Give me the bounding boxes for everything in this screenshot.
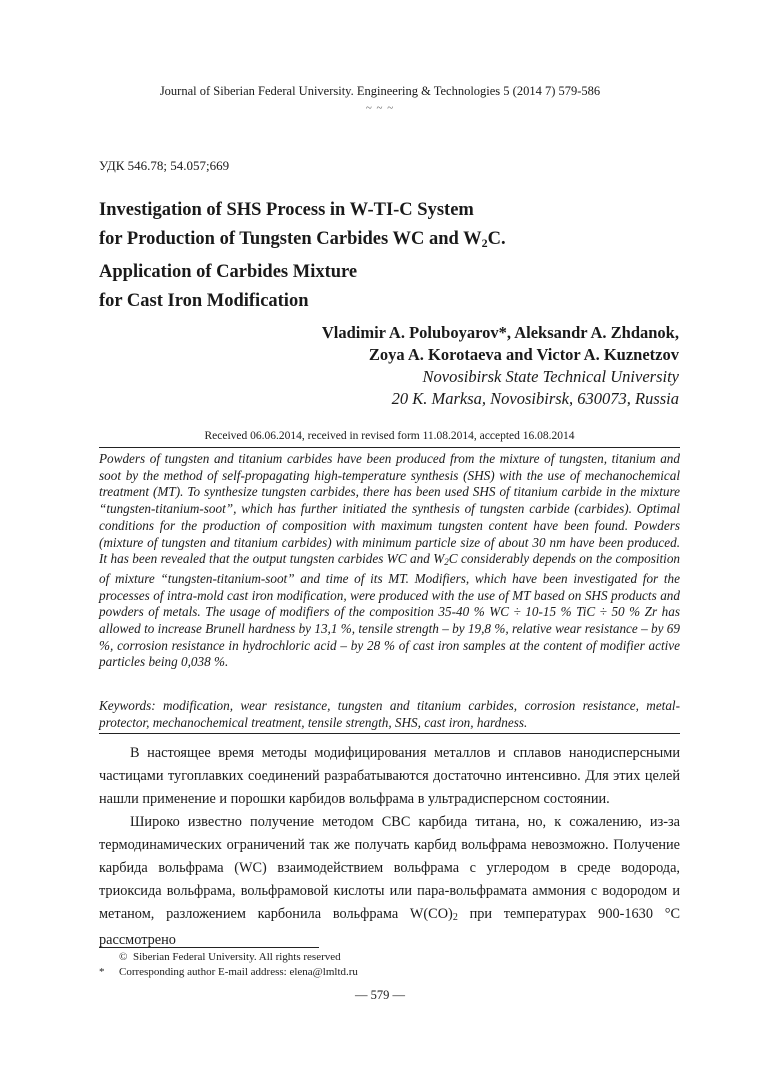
paper-title: [99, 196, 699, 316]
title-line-4: for Cast Iron Modification: [99, 291, 309, 311]
footnote-author: [99, 965, 680, 980]
address: 20 K. Marksa, Novosibirsk, 630073, Russia: [391, 389, 679, 408]
title-line-2-main: for Production of Tungsten Carbides WC and W: [99, 229, 482, 249]
page-number: — 579 —: [355, 988, 405, 1002]
abstract-bottom-rule: [99, 733, 680, 734]
journal-header: Journal of Siberian Federal University. Engineering & Technologies 5 (2014 7) 579-586: [159, 84, 601, 98]
body-paragraph-2-text: Широко известно получение методом СВС карбида титана, но, к сожалению, из-за термодинамических ограничений так же получать карбид вольфрама невозможно. Получение карбида вольфрама (WC) взаимодействием вольфрама с углеродом в среде водорода, триоксида вольфрама, вольфрамовой кислоты или пара-вольфрамата аммония с водородом и метаном, разложением карбонила вольфрама W(CO): [99, 814, 680, 922]
footnote-copyright: [99, 950, 680, 965]
author-email-note[interactable]: Corresponding author E-mail address: elena@lmltd.ru: [119, 966, 358, 978]
abstract-top-rule: [99, 447, 680, 448]
keywords: Keywords: modification, wear resistance, tungsten and titanium carbides, corrosion resistance, metal-protector, mechanochemical treatment, tensile strength, SHS, cast iron, hardness.: [99, 698, 680, 730]
footnotes: [99, 950, 680, 980]
udk-code: УДК 546.78; 54.057;669: [99, 158, 230, 173]
abstract-text-1: Powders of tungsten and titanium carbides have been produced from the mixture of tungsten, titanium and soot by the method of self-propagating high-temperature synthesis (SHS) with the use of mechanochemical treatment (MT). To synthesize tungsten carbides, there has been used SHS of titanium carbide in the mixture “tungsten-titanium-soot”, which has further initiated the synthesis of tungsten carbide (carbides). Optimal conditions for the production of composition with maximum tungsten content have been found. Powders (mixture of tungsten and titanium carbides) with minimum particle size of about 30 nm have been produced. It has been revealed that the output tungsten carbides WC and W: [99, 451, 680, 567]
body-paragraph-2-end: при температурах 900-1630 °С рассмотрено: [99, 906, 680, 948]
abstract-text-2: C considerably depends on the composition of mixture “tungsten-titanium-soot” and time of its MT. Modifiers, which have been investigated for the processes of intra-mold cast iron modification, were produced with the use of MT based on SHS products and powders of metals. The usage of modifiers of the composition 35-40 % WC ÷ 10-15 % TiC ÷ 50 % Zr has allowed to increase Brunell hardness by 13,1 %, tensile strength – by 19,8 %, relative wear resistance – by 69 %, corrosion resistance in hydrochloric acid – by 28 % of cast iron samples at the content of modifier active particles being 0,038 %.: [99, 551, 681, 670]
body-text: [99, 742, 680, 952]
footnote-rule: [99, 947, 319, 948]
title-line-2: [99, 225, 699, 258]
abstract-subscript: 2: [444, 557, 449, 568]
header-ornament: ~ ~ ~: [365, 102, 395, 114]
body-paragraph-1: В настоящее время методы модифицирования металлов и сплавов нанодисперсными частицами тугоплавких соединений разрабатываются достаточно интенсивно. Для этих целей нашли применение и порошки карбидов вольфрама в ультрадисперсном состоянии.: [99, 745, 680, 807]
affiliation: Novosibirsk State Technical University: [422, 367, 679, 386]
author-block: [322, 322, 679, 410]
title-subscript: 2: [481, 236, 488, 250]
authors-line-2: Zoya A. Korotaeva and Victor A. Kuznetzov: [368, 345, 679, 364]
copyright-text: Siberian Federal University. All rights reserved: [133, 951, 341, 963]
title-line-2-end: C.: [487, 229, 506, 249]
abstract: [99, 451, 680, 671]
authors-line-1: Vladimir A. Poluboyarov*, Aleksandr A. Zhdanok,: [321, 323, 679, 342]
received-dates: Received 06.06.2014, received in revised form 11.08.2014, accepted 16.08.2014: [204, 430, 575, 442]
body-subscript: 2: [452, 912, 458, 923]
title-line-1: Investigation of SHS Process in W-TI-C System: [99, 200, 474, 220]
body-paragraph-2: [99, 811, 680, 952]
title-line-3: Application of Carbides Mixture: [99, 262, 358, 282]
copyright-mark: ©: [119, 951, 128, 963]
footnote-asterisk: *: [99, 966, 105, 978]
